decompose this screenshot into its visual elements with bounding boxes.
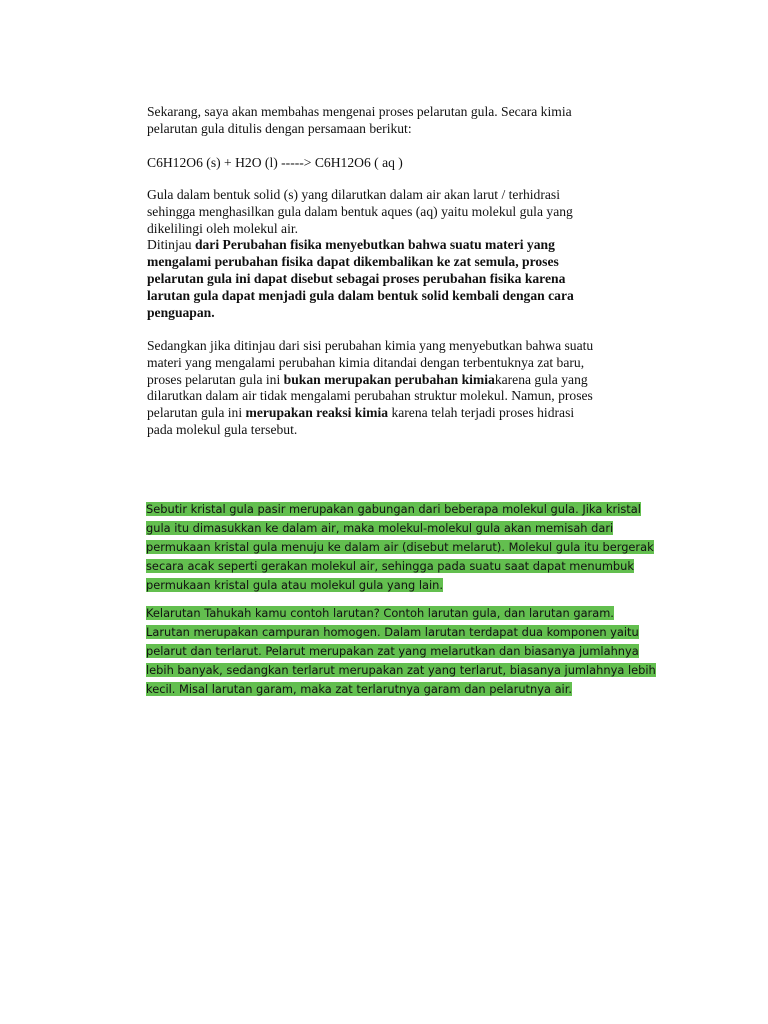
highlighted-text: Larutan merupakan campuran homogen. Dalam larutan terdapat dua komponen yaitu (146, 624, 639, 639)
bold-text: penguapan. (147, 304, 215, 320)
text-line: karena gula yang (494, 371, 588, 387)
highlighted-text: secara acak seperti gerakan molekul air, sehingga pada suatu saat dapat menumbuk (146, 558, 634, 573)
highlight-line (146, 642, 656, 661)
highlighted-text: Sebutir kristal gula pasir merupakan gabungan dari beberapa molekul gula. Jika kristal (146, 502, 641, 516)
highlight-line (146, 500, 654, 519)
text-line: pelarutan gula ini (147, 405, 246, 421)
paragraph-chemical-change (147, 338, 667, 439)
text-line: materi yang mengalami perubahan kimia ditandai dengan terbentuknya zat baru, (147, 354, 585, 370)
text-line: dilarutkan dalam air tidak mengalami perubahan struktur molekul. Namun, proses (147, 388, 593, 404)
chemical-equation (147, 155, 667, 172)
text-line: proses pelarutan gula ini (147, 371, 284, 387)
highlighted-text: kecil. Misal larutan garam, maka zat terlarutnya garam dan pelarutnya air. (146, 681, 572, 696)
highlight-line (146, 576, 654, 595)
highlighted-text: permukaan kristal gula atau molekul gula yang lain. (146, 577, 443, 592)
highlighted-text: permukaan kristal gula menuju ke dalam air (disebut melarut). Molekul gula itu bergerak (146, 539, 654, 554)
bold-text: merupakan reaksi kimia (245, 405, 389, 421)
highlighted-paragraph-sugar-crystal (146, 500, 654, 595)
highlight-line (146, 538, 654, 557)
text-line: pelarutan gula ditulis dengan persamaan berikut: (147, 120, 412, 136)
text-line: Ditinjau (147, 237, 195, 253)
equation-text: C6H12O6 (s) + H2O (l) -----> C6H12O6 ( aq ) (147, 155, 403, 170)
highlight-line (146, 623, 656, 642)
bold-text: mengalami perubahan fisika dapat dikembalikan ke zat semula, proses (147, 254, 559, 270)
text-line: Sekarang, saya akan membahas mengenai proses pelarutan gula. Secara kimia (147, 104, 572, 119)
bold-text: bukan merupakan perubahan kimia (283, 371, 495, 387)
highlighted-text: gula itu dimasukkan ke dalam air, maka molekul-molekul gula akan memisah dari (146, 520, 614, 535)
highlighted-paragraph-solution (146, 604, 656, 699)
text-line: Sedangkan jika ditinjau dari sisi perubahan kimia yang menyebutkan bahwa suatu (147, 338, 594, 353)
highlight-line (146, 604, 656, 623)
highlighted-text: Kelarutan Tahukah kamu contoh larutan? Contoh larutan gula, dan larutan garam. (146, 606, 614, 620)
bold-text: pelarutan gula ini dapat disebut sebagai proses perubahan fisika karena (147, 270, 566, 286)
text-line: sehingga menghasilkan gula dalam bentuk aques (aq) yaitu molekul gula yang (147, 203, 573, 219)
text-line: karena telah terjadi proses hidrasi (388, 405, 575, 421)
bold-text: larutan gula dapat menjadi gula dalam bentuk solid kembali dengan cara (147, 287, 574, 303)
text-line: Gula dalam bentuk solid (s) yang dilarutkan dalam air akan larut / terhidrasi (147, 187, 560, 202)
text-line: dikelilingi oleh molekul air. (147, 220, 299, 236)
highlight-line (146, 680, 656, 699)
bold-text: dari Perubahan fisika menyebutkan bahwa suatu materi yang (194, 237, 555, 253)
highlight-line (146, 557, 654, 576)
text-line: pada molekul gula tersebut. (147, 421, 298, 437)
paragraph-explanation (147, 187, 667, 321)
highlighted-text: lebih banyak, sedangkan terlarut merupakan zat yang terlarut, biasanya jumlahnya lebih (146, 662, 656, 677)
highlight-line (146, 661, 656, 680)
paragraph-intro (147, 104, 667, 138)
highlighted-text: pelarut dan terlarut. Pelarut merupakan zat yang melarutkan dan biasanya jumlahnya (146, 643, 639, 658)
highlight-line (146, 519, 654, 538)
